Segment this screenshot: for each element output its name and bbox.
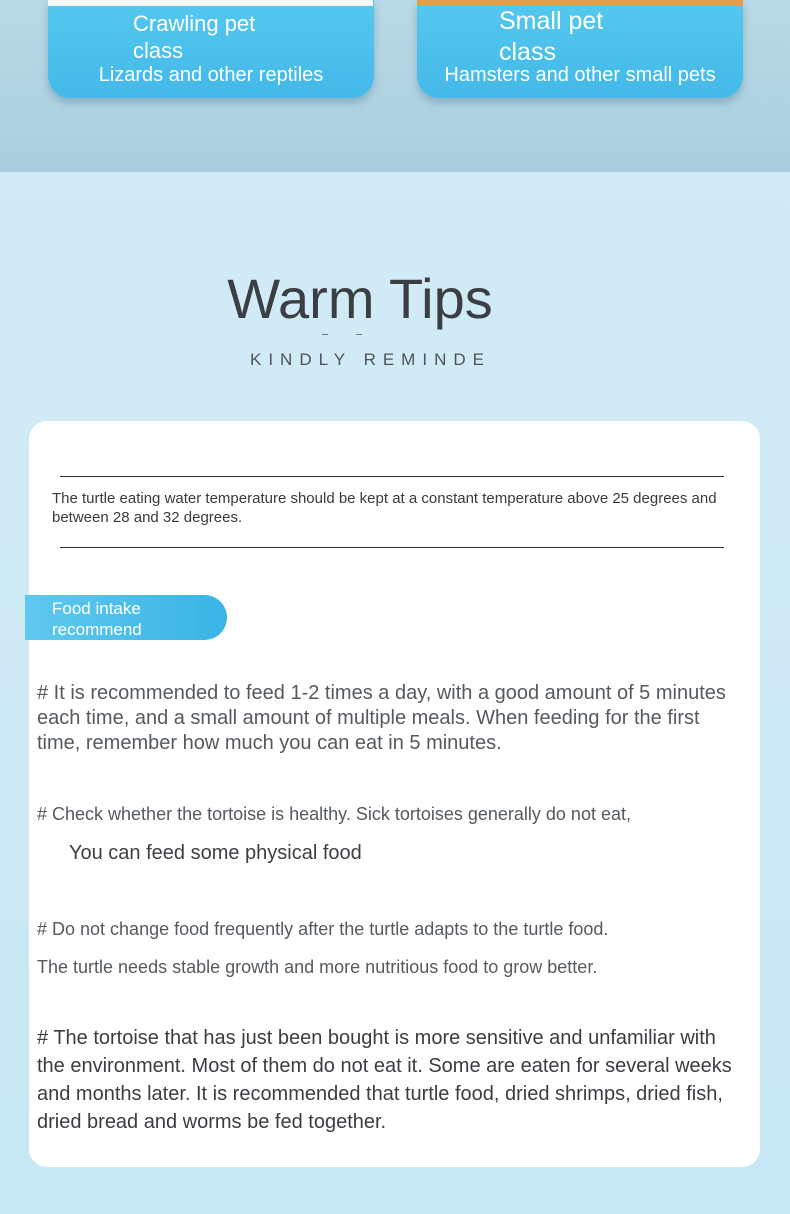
temperature-note: The turtle eating water temperature should be kept at a constant temperature above 25 degrees and between 28 and 32 degrees. (52, 490, 717, 526)
category-title: Small pet class (499, 7, 604, 66)
tip-health-check: # Check whether the tortoise is healthy. Sick tortoises generally do not eat, (37, 804, 631, 824)
category-subtitle: Hamsters and other small pets (444, 64, 716, 86)
tip-feeding-frequency: # It is recommended to feed 1-2 times a day, with a good amount of 5 minutes each time, and a small amount of multiple meals. When feeding for the first time, remember how much you can eat in 5 minutes. (37, 682, 726, 754)
tip-food-change: # Do not change food frequently after the turtle adapts to the turtle food. (37, 919, 609, 939)
warm-tips-subtitle: KINDLY REMINDE (250, 350, 491, 369)
food-intake-label (25, 595, 227, 640)
tip-new-tortoise: # The tortoise that has just been bought is more sensitive and unfamiliar with the environment. Most of them do not eat it. Some are eaten for several weeks and months later. It is recommended that turtle food, dried shrimps, dried fish, dried bread and worms be fed together. (37, 1027, 732, 1133)
tip-physical-food: You can feed some physical food (69, 842, 362, 864)
tip-stable-growth: The turtle needs stable growth and more nutritious food to grow better. (37, 957, 598, 977)
decorative-dash (322, 334, 328, 335)
category-card-crawling-pet[interactable] (48, 0, 374, 98)
category-subtitle: Lizards and other reptiles (98, 64, 324, 86)
divider-line (60, 476, 724, 477)
divider-line (60, 547, 724, 548)
food-intake-label-text: Food intake recommend (52, 599, 142, 639)
category-title: Crawling pet class (133, 11, 256, 63)
decorative-dash (356, 334, 362, 335)
warm-tips-title: Warm Tips (227, 267, 493, 330)
category-image-strip (48, 0, 373, 6)
category-card-small-pet[interactable] (417, 0, 743, 98)
